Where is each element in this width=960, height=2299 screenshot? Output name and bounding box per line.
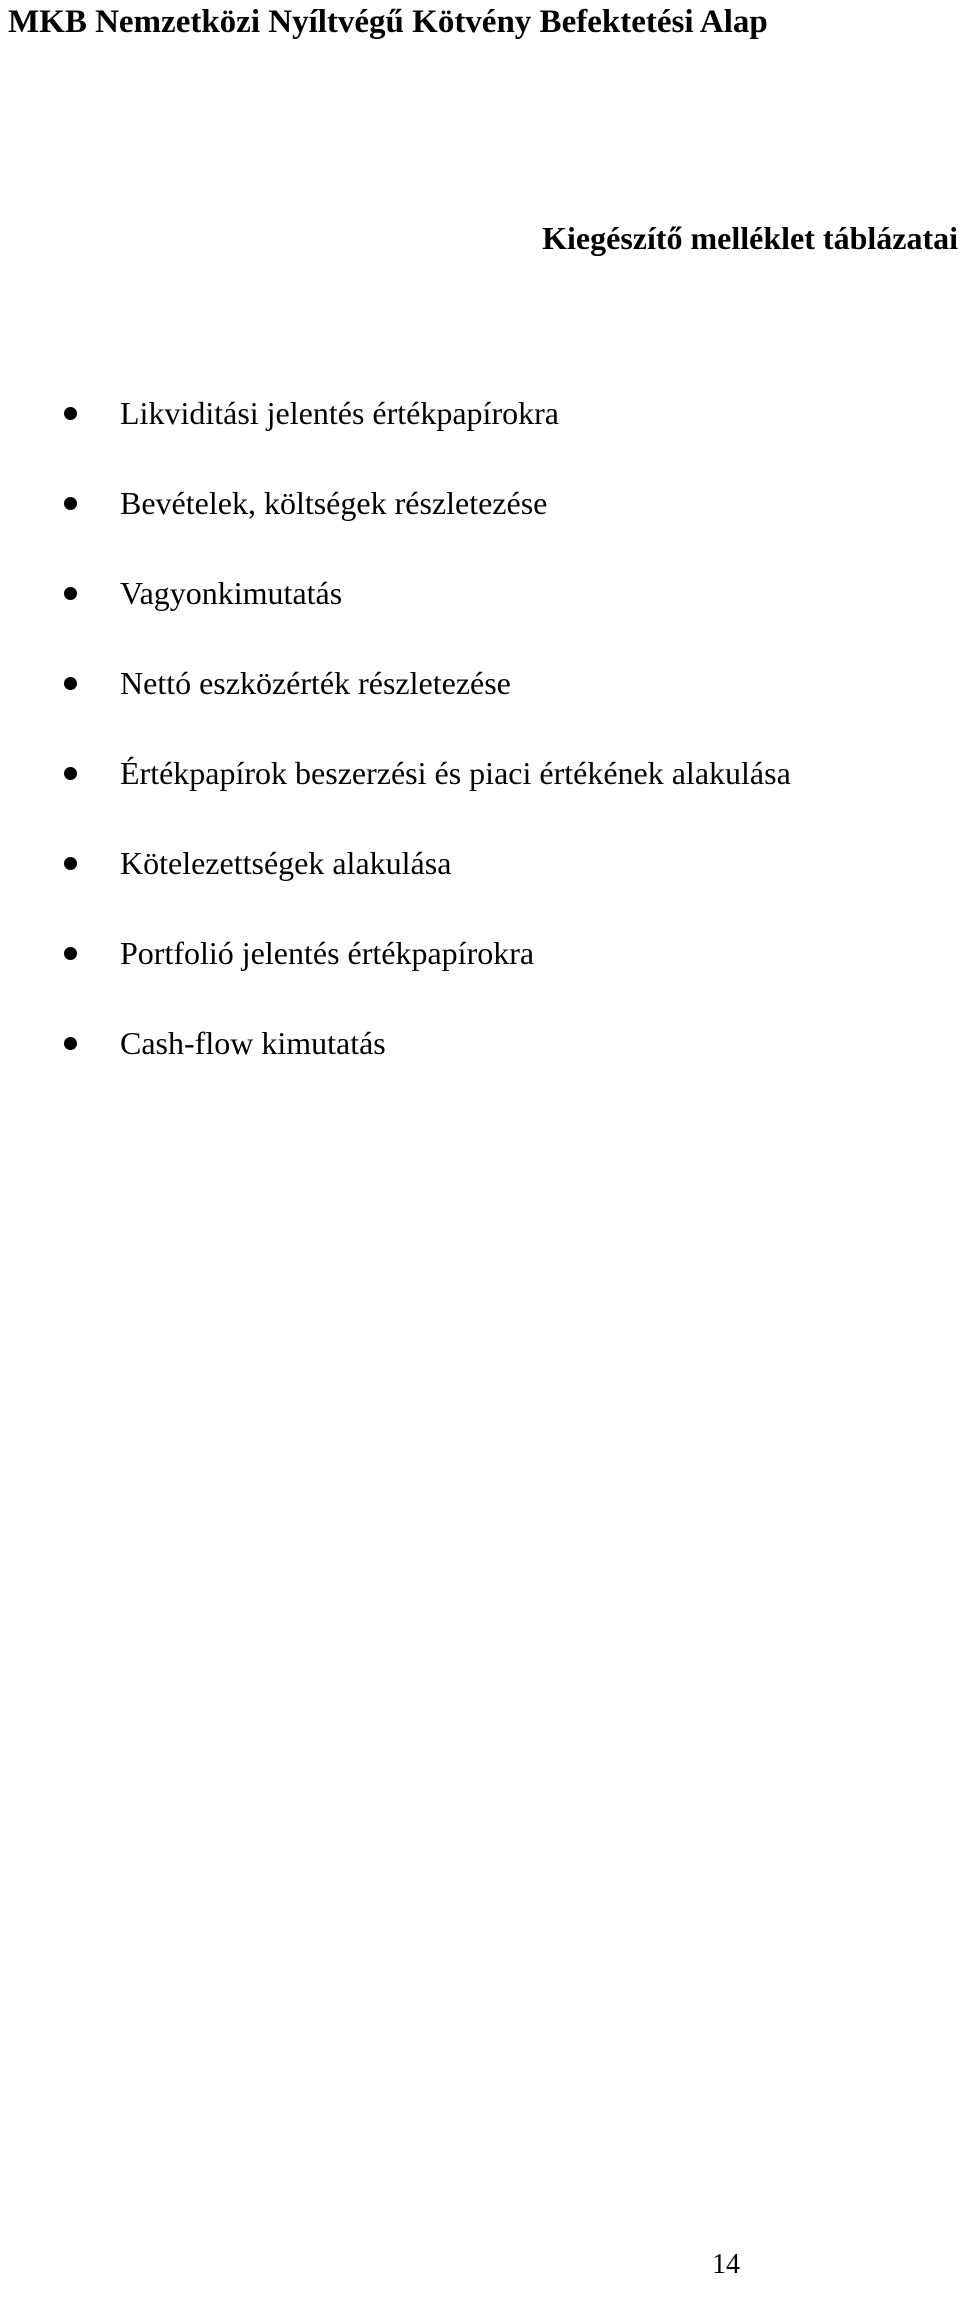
table-list	[0, 393, 960, 1113]
list-item-label: Vagyonkimutatás	[120, 575, 343, 611]
bullet-icon	[64, 857, 77, 870]
page-number: 14	[712, 2249, 740, 2280]
bullet-icon	[64, 677, 77, 690]
list-item	[0, 933, 960, 1023]
list-item	[0, 573, 960, 663]
section-title: Kiegészítő melléklet táblázatai	[542, 220, 958, 256]
bullet-icon	[64, 587, 77, 600]
list-item	[0, 483, 960, 573]
bullet-icon	[64, 497, 77, 510]
list-item-label: Likviditási jelentés értékpapírokra	[120, 395, 559, 431]
list-item-label: Portfolió jelentés értékpapírokra	[120, 935, 535, 971]
list-item-label: Értékpapírok beszerzési és piaci értékének alakulása	[120, 755, 791, 791]
list-item-label: Cash-flow kimutatás	[120, 1025, 386, 1061]
bullet-icon	[64, 947, 77, 960]
list-item	[0, 753, 960, 843]
list-item	[0, 393, 960, 483]
list-item	[0, 843, 960, 933]
bullet-icon	[64, 767, 77, 780]
bullet-icon	[64, 1037, 77, 1050]
list-item-label: Bevételek, költségek részletezése	[120, 485, 548, 521]
list-item-label: Nettó eszközérték részletezése	[120, 665, 511, 701]
list-item	[0, 1023, 960, 1113]
list-item-label: Kötelezettségek alakulása	[120, 845, 452, 881]
bullet-icon	[64, 407, 77, 420]
document-header: MKB Nemzetközi Nyíltvégű Kötvény Befektetési Alap	[8, 4, 768, 40]
list-item	[0, 663, 960, 753]
